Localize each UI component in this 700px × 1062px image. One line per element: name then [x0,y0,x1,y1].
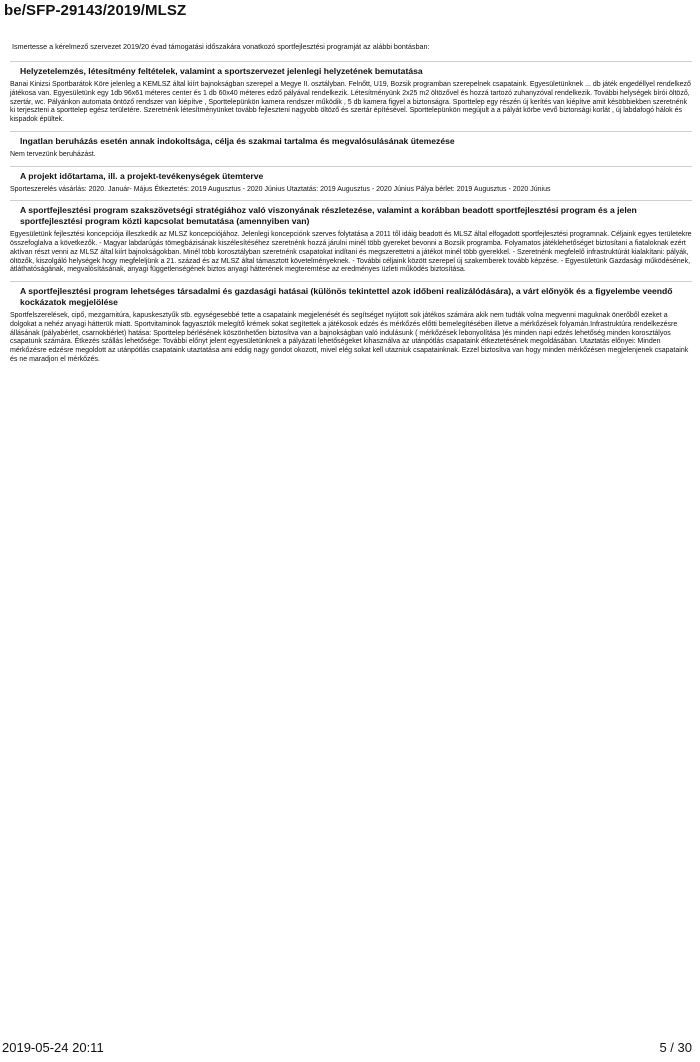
page-number: 5 / 30 [659,1040,692,1055]
document-id: be/SFP-29143/2019/MLSZ [4,2,187,19]
section-situation-analysis [10,61,692,125]
section-title: A sportfejlesztési program szakszövetségi stratégiához való viszonyának részletezése, valamint a korábban beadott sportfejlesztési program és a jelen sportfejlesztési program közti kapcsolat bemutatása (amennyiben van) [20,205,637,227]
section-body: Sporteszerelés vásárlás: 2020. Január- Május Étkeztetés: 2019 Augusztus - 2020 Június Utaztatás: 2019 Augusztus - 2020 Június Pálya bérlet: 2019 Augusztus - 2020 Június [10,185,551,193]
section-body: Banai Kinizsi Sportbarátok Köre jelenleg a KEMLSZ által kiírt bajnokságban szerepel a Megye II. osztályban. Felnőtt, U19, Bozsik programban szerepelnek csapataink. Egyesületünknek ... db játék engedéllyel rendelkező játékosa van. Egyesületünk egy 1db 96x61 méteres center és 1 db 60x40 méteres edző pályával rendelkezik. Létesítményünk 2x25 m2 öltözővel és hozzá tartozó zuhanyzóval rendelkezik. További helységek bírói öltöző, szertár, wc. Pályánkon automata öntöző rendszer van kiépítve , Sporttelepünkön kamera rendszer működik , 5 db kamera figyel a biztonságra. Sporttelep egy részén új kerítés van kiépítve amit késöbbiekben szeretnénk ki terjeszteni a sporttelep egész területére. Szeretnénk létesítményünket tovább fejleszteni nagyobb öltöző és szertár építésével. Sporttelepünkön megújult a a pályát körbe vevő biztonsági korlát , új labdafogó hálok és kispadok épültek. [10,81,691,123]
section-body: Egyesületünk fejlesztési koncepciója illeszkedik az MLSZ koncepciójához. Jelenlegi koncepciónk szerves folytatása a 2011 től idáig beadott és MLSZ által elfogadott sportfejlesztési programnak. Céljaink egyes területekre összefoglalva a következők. - Magyar labdarúgás tömegbázisának kiszélesítéséhez szeretnénk hozzá járulni minél több gyereket bevonni a Bozsik programba. Folyamatos játéklehetőséget biztosítani a fiataloknak ezért aktívan részt venni az MLSZ által kiírt bajnokságokban. Minél több korosztályban szeretnénk csapatokat indítani és megszerettetni a játékot minél több gyerekkel. - Szeretnénk megfelelő infrastruktúrát kialakítani: pályák, öltözők, kiszolgáló helységek hogy megfeleljünk a 21. század és az MLSZ által támasztott követelményeknek. - További céljaink között szerepel új szakemberek tovább képzése. - Egyesületünk Gazdasági működésének, átláthatóságának, megvalósításának, anyagi függetlenségének biztos anyagi hátterének megteremtése az eredményes üzleti működés biztosítása. [10,231,692,274]
section-body: Nem tervezünk beruházást. [10,150,96,158]
section-title: Helyzetelemzés, létesítmény feltételek, valamint a sportszervezet jelenlegi helyzetének bemutatása [20,66,423,76]
section-project-schedule [10,166,692,195]
section-real-estate-investment [10,131,692,160]
section-title: A projekt időtartama, ill. a projekt-tevékenységek ütemterve [20,170,264,181]
section-title: A sportfejlesztési program lehetséges társadalmi és gazdasági hatásai (különös tekintettel azok időbeni realizálódására), a várt előnyök és a figyelembe veendő kockázatok megjelölése [20,286,673,307]
document-body [10,42,692,371]
footer-timestamp: 2019-05-24 20:11 [2,1040,104,1055]
section-social-economic-impact [10,281,692,365]
section-strategy-relation [10,200,692,275]
intro-text: Ismertesse a kérelmező szervezet 2019/20 évad támogatási időszakára vonatkozó sportfejlesztési programját az alábbi bontásban: [12,42,430,51]
section-title: Ingatlan beruházás esetén annak indokoltsága, célja és szakmai tartalma és megvalósulásának ütemezése [20,135,455,146]
section-body: Sportfelszerelések, cipő, mezgarnitúra, kapuskesztyűk stb. egységesebbé tette a csapataink megjelenését és segítséget nyújtott sok játékos számára akik nem tudták volna megvenni maguknak önerőből ezeket a dolgokat a nehéz anyagi hátterük miatt. Sportvitaminok fagyasztók melegítő krémek sokat segítettek a játékosok edzés és mérkőzés előtti bemelegítésében illetve a mérkőzések folyamán.Infrastruktúra rendelkezésre állásának (pályabérlet, csarnokbérlet) hatása: Sporttelep bérlésének köszönhetően biztosítva van a bajnokságban való indulásunk ( mérkőzések lebonyolítása )és minden napi edzés lehetőség minden korosztályos csapatunk számára. Étkezés szállás lehetősége: További előnyt jelent egyesületünknek a pályázati lehetőségeket kihasználva az utánpótlás csapataink étkeztetésének megoldásában. Utaztatás előnyei: Minden mérkőzésre edzésre megoldott az utánpótlás csapataink utaztatása ami eddig nagy gondot okozott, mivel elég sokat kell utazniuk csapatainknak. Ezzel biztosítva van hogy minden mérkőzésen megjelenjenek csapataink és ne maradjon el mérkőzés. [10,312,689,363]
